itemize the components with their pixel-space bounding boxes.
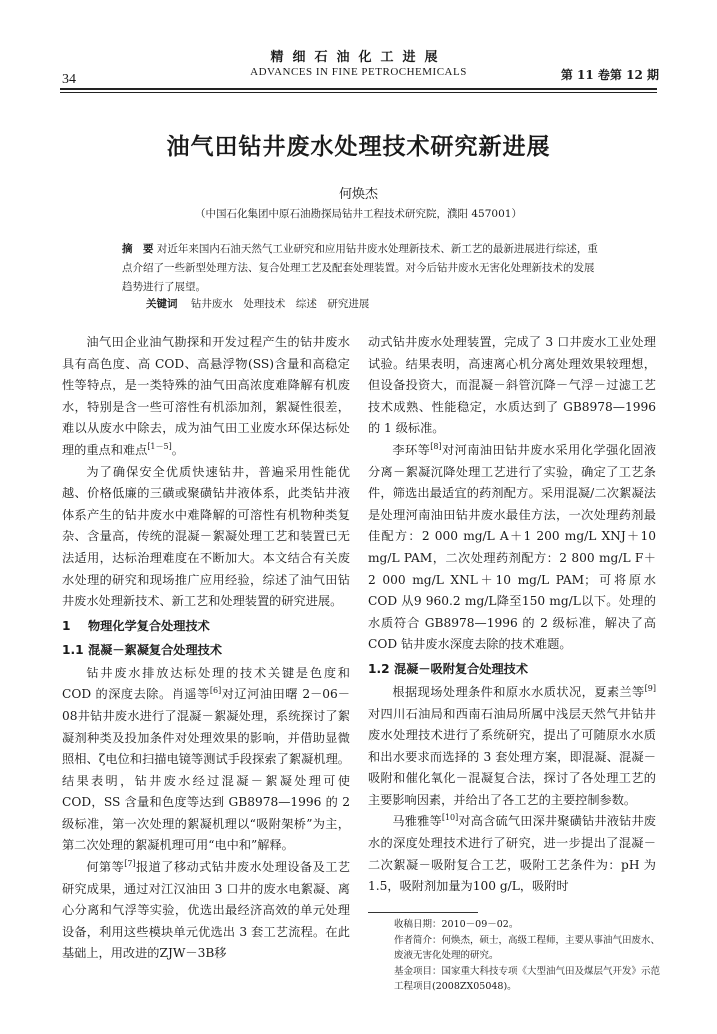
citation: [1－5] [147, 441, 172, 451]
author-bio: 作者简介：何焕杰，硕士，高级工程师，主要从事油气田废水、废液无害化处理的研究。 [394, 934, 661, 961]
paragraph: 根据现场处理条件和原水水质状况，夏素兰等[9]对四川石油局和西南石油局所属中浅层天然气井钻井废水处理技术进行了系统研究，提出了可随原水水质和出水要求而选择的 3 套处理方案，即混凝、混凝－吸附和催化氧化－混凝复合法，探讨了各处理工艺的主要影响因素，并给出了各工艺的主要控制参数。 [368, 683, 656, 807]
paragraph: 马雅雅等[10]对高含硫气田深井聚磺钻井液钻井废水的深度处理技术进行了研究，进一步提出了混凝－二次絮凝－吸附复合工艺，吸附工艺条件为：pH 为1.5，吸附剂加量为100 g/L，吸附时 [368, 813, 656, 894]
header-rule-thick [60, 88, 657, 90]
article-title: 油气田钻井废水处理技术研究新进展 [166, 134, 551, 160]
keywords [146, 296, 606, 311]
abstract-text: 对近年来国内石油天然气工业研究和应用钻井废水处理新技术、新工艺的最新进展进行综述，重点介绍了一些新型处理方法、复合处理工艺及配套处理装置。对今后钻井废水无害化处理新技术的发展趋势进行了展望。 [122, 243, 598, 293]
footnote [394, 917, 664, 995]
keywords-text: 钻井废水 处理技术 综述 研究进展 [190, 298, 370, 310]
journal-title-cn: 精细石油化工进展 [270, 50, 447, 65]
paragraph: 为了确保安全优质快速钻井，普遍采用性能优越、价格低廉的三磺或聚磺钻井液体系，此类钻井液体系产生的钻井废水中难降解的可溶性有机物种类复杂、含量高，传统的混凝－絮凝处理工艺和装置已无法适用，达标治理难度在不断加大。本文结合有关废水处理的研究和现场推广应用经验，综述了油气田钻井废水处理新技术、新工艺和处理装置的研究进展。 [62, 464, 350, 609]
author-affiliation: （中国石化集团中原石油勘探局钻井工程技术研究院，濮阳 457001） [195, 208, 522, 220]
abstract-label: 摘 要 [122, 243, 154, 255]
header-rule-thin [60, 92, 657, 93]
keywords-label: 关键词 [146, 298, 178, 310]
citation: [7] [124, 859, 136, 868]
paragraph: 何第等[7]报道了移动式钻井废水处理设备及工艺研究成果，通过对江汉油田 3 口井的废水电絮凝、离心分离和气浮等实验，优选出最经济高效的单元处理设备，利用这些模块单元优选出 3 套工艺流程。在此基础上，用改进的ZJW－3B移 [62, 859, 351, 961]
footnote-rule [368, 912, 478, 913]
citation: [9] [644, 683, 656, 693]
received-date: 收稿日期：2010－09－02。 [394, 919, 519, 930]
citation: [6] [209, 686, 222, 696]
citation: [10] [441, 813, 459, 823]
paragraph: 李环等[8]对河南油田钻井废水采用化学强化固液分离－絮凝沉降处理工艺进行了实验，确定了工艺条件，筛选出最适宜的药剂配方。采用混凝/二次絮凝法是处理河南油田钻井废水最佳方法，一次处理药剂最佳配方：2 000 mg/L A＋1 200 mg/L XNJ＋10 mg/L PAM，二次处理药剂配方：2 800 mg/L F＋2 000 mg/L XNL＋10 mg/L PAM；可将原水 COD 从9 960.2 mg/L降至150 mg/L以下。处理的水质符合 GB8978—1996 的 2 级标准，解决了高 COD 钻井废水深度去除的技术难题。 [368, 441, 657, 652]
paragraph: 油气田企业油气勘探和开发过程产生的钻井废水具有高色度、高 COD、高悬浮物(SS)含量和高稳定性等特点，是一类特殊的油气田高浓度难降解有机废水，特别是含一些可溶性有机添加剂，絮凝性很差，难以从废水中除去，成为油气田工业废水环保达标处理的重点和难点[1－5]。 [62, 335, 350, 457]
paragraph: 钻井废水排放达标处理的技术关键是色度和 COD 的深度去除。肖遥等[6]对辽河油田曙 2－06－08井钻井废水进行了混凝－絮凝处理，系统探讨了絮凝剂种类及投加条件对处理效果的影响，并借助显微照相、ζ电位和扫描电镜等测试手段探索了絮凝机理。结果表明，钻井废水经过混凝－絮凝处理可使 COD，SS 含量和色度等达到 GB8978—1996 的 2 级标准，第一次处理的絮凝机理以“吸附架桥”为主，第二次处理的絮凝机理可用“电中和”解释。 [62, 665, 350, 853]
citation: [8] [430, 441, 442, 451]
paragraph: 动式钻井废水处理装置，完成了 3 口井废水工业处理试验。结果表明，高速离心机分离处理效果较理想，但设备投资大，而混凝－斜管沉降－气浮－过滤工艺技术成熟、性能稳定，水质达到了 GB8978—1996 的 1 级标准。 [368, 335, 656, 436]
left-column [62, 332, 350, 965]
journal-title-en: ADVANCES IN FINE PETROCHEMICALS [250, 66, 467, 78]
abstract [122, 240, 602, 297]
volume-issue: 第 11 卷第 12 期 [560, 68, 659, 82]
page-number: 34 [62, 72, 76, 87]
fund-info: 基金项目：国家重大科技专项《大型油气田及煤层气开发》示范工程项目(2008ZX05048)。 [394, 965, 661, 992]
subsection-heading: 1.2 混凝－吸附复合处理技术 [368, 661, 529, 676]
right-column [368, 332, 656, 898]
section-heading: 1 物理化学复合处理技术 [62, 618, 210, 633]
subsection-heading: 1.1 混凝－絮凝复合处理技术 [62, 642, 223, 657]
author-name: 何焕杰 [338, 187, 378, 202]
